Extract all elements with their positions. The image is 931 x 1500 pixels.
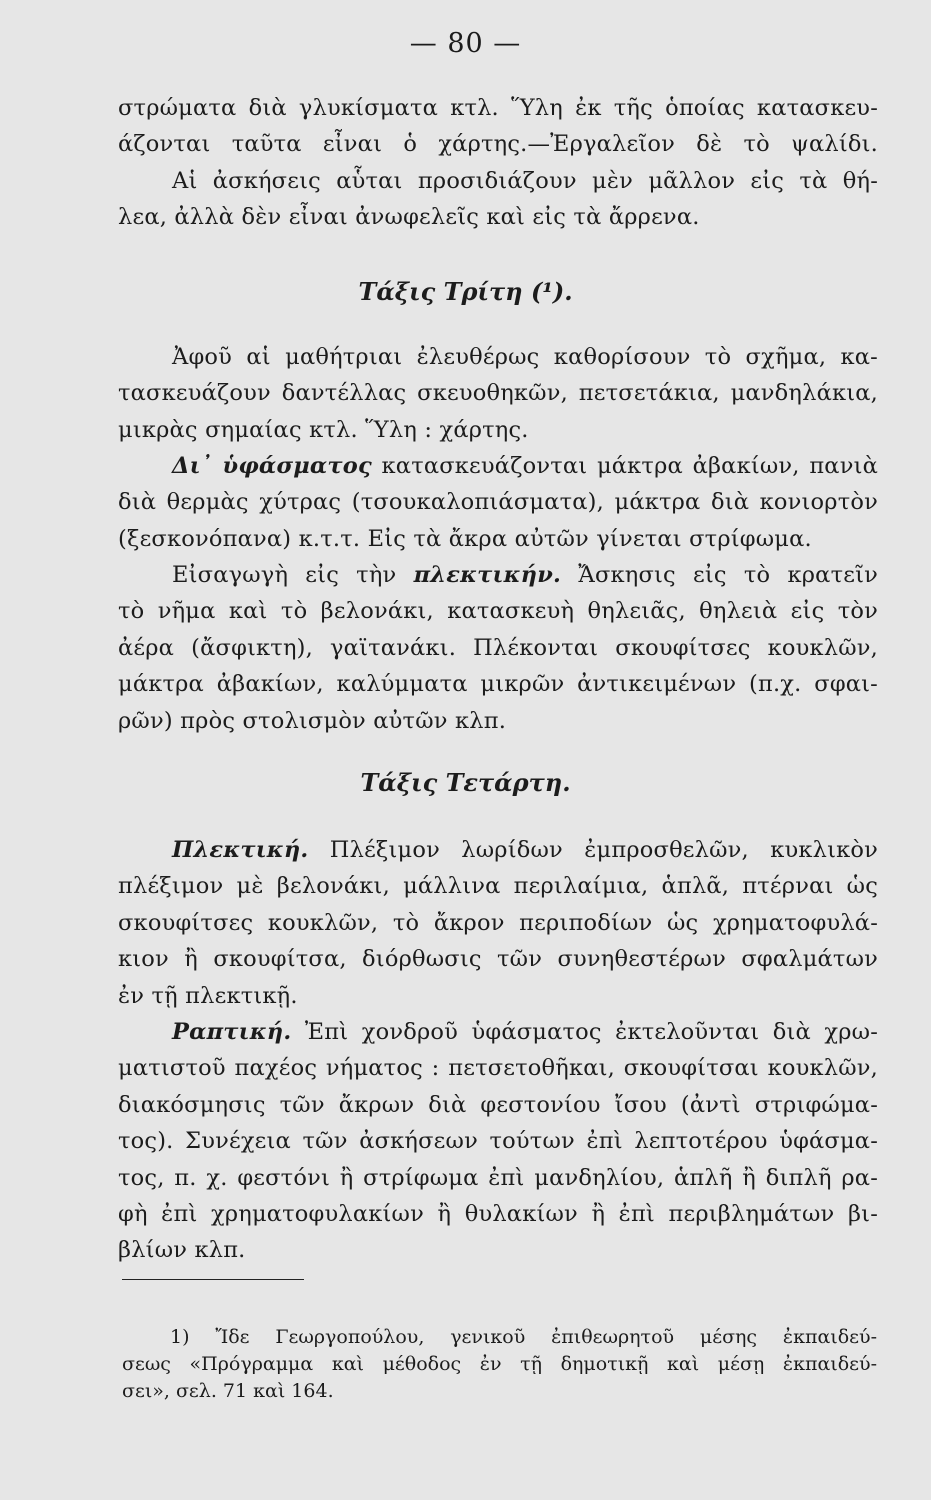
text-line: στρώματα διὰ γλυκίσματα κτλ. Ὕλη ἐκ τῆς ὁποίας κατασκευ-: [118, 95, 878, 121]
text-line: [118, 1014, 878, 1050]
footnote-line: 1) Ἴδε Γεωργοπούλου, γενικοῦ ἐπιθεωρητοῦ μέσης ἐκπαιδεύ-: [170, 1326, 877, 1348]
paragraph-knitting-intro: [118, 557, 878, 739]
text-line: σκουφίτσες κουκλῶν, τὸ ἄκρον περιποδίων ὡς χρηματοφυλά-: [118, 909, 878, 936]
text-run: Ἄσκησις εἰς τὸ κρατεῖν: [561, 562, 878, 588]
emphasis-term: Δι᾿ ὑφάσματος: [172, 453, 372, 479]
text-line: τος, π. χ. φεστόνι ἢ στρίφωμα ἐπὶ μανδηλίου, ἁπλῆ ἢ διπλῆ ρα-: [118, 1164, 878, 1191]
paragraph-intro: [118, 90, 878, 236]
text-line: ἐν τῇ πλεκτικῇ.: [118, 982, 298, 1009]
text-line: κιον ἢ σκουφίτσα, διόρθωσις τῶν συνηθεστέρων σφαλμάτων: [118, 946, 878, 973]
text-line: [118, 832, 878, 868]
text-line: τασκευάζουν δαντέλλας σκευοθηκῶν, πετσετάκια, μανδηλάκια,: [118, 380, 878, 407]
footnote-line: σει», σελ. 71 καὶ 164.: [122, 1380, 334, 1402]
paragraph-fabric: [118, 448, 878, 557]
footnote-line: σεως «Πρόγραμμα καὶ μέθοδος ἐν τῇ δημοτικῇ καὶ μέσῃ ἐκπαιδεύ-: [122, 1353, 877, 1375]
paragraph-third-grade: [118, 339, 878, 448]
text-line: Ἀφοῦ αἱ μαθήτριαι ἐλευθέρως καθορίσουν τὸ σχῆμα, κα-: [172, 344, 878, 370]
text-line: μικρὰς σημαίας κτλ. Ὕλη : χάρτης.: [118, 416, 529, 443]
heading-fourth-grade: Τάξις Τετάρτη.: [360, 768, 571, 797]
text-line: άζονται ταῦτα εἶναι ὁ χάρτης.—Ἐργαλεῖον δὲ τὸ ψαλίδι.: [118, 131, 878, 158]
text-line: ματιστοῦ παχέος νήματος : πετσετοθῆκαι, σκουφίτσαι κουκλῶν,: [118, 1055, 878, 1082]
heading-third-grade: Τάξις Τρίτη (¹).: [358, 277, 573, 306]
text-line: ρῶν) πρὸς στολισμὸν αὐτῶν κλπ.: [118, 707, 507, 734]
text-line: [118, 557, 878, 593]
footnote-divider: [122, 1279, 304, 1280]
text-line: (ξεσκονόπανα) κ.τ.τ. Εἰς τὰ ἄκρα αὐτῶν γίνεται στρίφωμα.: [118, 525, 812, 552]
emphasis-term: Πλεκτική.: [172, 837, 309, 863]
text-line: φὴ ἐπὶ χρηματοφυλακίων ἢ θυλακίων ἢ ἐπὶ περιβλημάτων βι-: [118, 1201, 878, 1228]
footnote: [122, 1324, 877, 1405]
text-line: διὰ θερμὰς χύτρας (τσουκαλοπιάσματα), μάκτρα διὰ κονιορτὸν: [118, 489, 878, 516]
paragraph-knitting: [118, 832, 878, 1014]
page-number: — 80 —: [409, 28, 522, 59]
text-line: τος). Συνέχεια τῶν ἀσκήσεων τούτων ἐπὶ λεπτοτέρου ὑφάσμα-: [118, 1128, 878, 1155]
text-line: πλέξιμον μὲ βελονάκι, μάλλινα περιλαίμια, ἁπλᾶ, πτέρναι ὡς: [118, 873, 878, 900]
text-line: [118, 448, 878, 484]
text-line: ἀέρα (ἄσφικτη), γαϊτανάκι. Πλέκονται σκουφίτσες κουκλῶν,: [118, 634, 878, 661]
text-run: Πλέξιμον λωρίδων ἐμπροσθελῶν, κυκλικὸν: [308, 837, 878, 863]
paragraph-sewing: [118, 1014, 878, 1269]
text-line: μάκτρα ἀβακίων, καλύμματα μικρῶν ἀντικειμένων (π.χ. σφαι-: [118, 671, 878, 698]
text-line: διακόσμησις τῶν ἄκρων διὰ φεστονίου ἴσου (ἀντὶ στριφώμα-: [118, 1091, 878, 1118]
text-line: τὸ νῆμα καὶ τὸ βελονάκι, κατασκευὴ θηλειᾶς, θηλειὰ εἰς τὸν: [118, 598, 878, 625]
emphasis-term: Ραπτική.: [172, 1019, 292, 1045]
text-line: λεα, ἀλλὰ δὲν εἶναι ἀνωφελεῖς καὶ εἰς τὰ ἄρρενα.: [118, 204, 700, 231]
text-line: βλίων κλπ.: [118, 1237, 246, 1264]
text-run: Εἰσαγωγὴ εἰς τὴν: [172, 562, 414, 588]
text-run: Ἐπὶ χονδροῦ ὑφάσματος ἐκτελοῦνται διὰ χρω-: [291, 1019, 878, 1045]
emphasis-term: πλεκτικήν.: [413, 562, 562, 588]
text-line: Αἱ ἀσκήσεις αὗται προσιδιάζουν μὲν μᾶλλον εἰς τὰ θή-: [172, 167, 878, 194]
text-run: κατασκευάζονται μάκτρα ἀβακίων, πανιὰ: [371, 453, 878, 479]
